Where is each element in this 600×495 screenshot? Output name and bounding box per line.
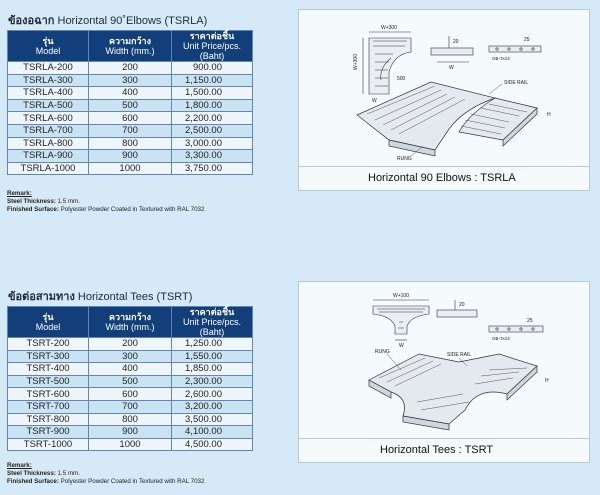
tee-drawing xyxy=(299,282,589,439)
table-row xyxy=(8,426,253,439)
table-row xyxy=(8,74,253,87)
price-cell: 4,500.00 xyxy=(172,438,253,451)
width-cell: 700 xyxy=(89,400,172,413)
model-header: รุ่น Model xyxy=(8,31,89,62)
width-cell: 1000 xyxy=(89,162,172,175)
model-cell: TSRT-400 xyxy=(8,363,89,376)
width-cell: 200 xyxy=(89,338,172,351)
price-cell: 2,300.00 xyxy=(172,375,253,388)
width-cell: 600 xyxy=(89,112,172,125)
price-cell: 3,000.00 xyxy=(172,137,253,150)
model-cell: TSRLA-400 xyxy=(8,87,89,100)
table-row xyxy=(8,112,253,125)
price-header: ราคาต่อชิ้น Unit Price/pcs. (Baht) xyxy=(172,31,253,62)
table-row xyxy=(8,388,253,401)
price-cell: 900.00 xyxy=(172,62,253,75)
table-row xyxy=(8,363,253,376)
dim-25: 25 xyxy=(524,37,530,43)
price-cell: 3,200.00 xyxy=(172,400,253,413)
price-cell: 2,500.00 xyxy=(172,124,253,137)
price-cell: 2,600.00 xyxy=(172,388,253,401)
price-cell: 1,250.00 xyxy=(172,338,253,351)
width-cell: 700 xyxy=(89,124,172,137)
width-cell: 600 xyxy=(89,388,172,401)
table-header-row xyxy=(8,31,253,62)
price-cell: 3,750.00 xyxy=(172,162,253,175)
dim-20: 20 xyxy=(453,39,459,45)
model-header: รุ่น Model xyxy=(8,307,89,338)
width-cell: 300 xyxy=(89,350,172,363)
elbows-title: ข้องอฉาก Horizontal 90˚Elbows (TSRLA) xyxy=(8,15,208,27)
table-row xyxy=(8,137,253,150)
elbow-drawing xyxy=(299,10,589,167)
model-cell: TSRT-200 xyxy=(8,338,89,351)
model-cell: TSRLA-300 xyxy=(8,74,89,87)
elbow-diagram xyxy=(298,9,590,191)
price-cell: 1,150.00 xyxy=(172,74,253,87)
table-row xyxy=(8,124,253,137)
elbows-remark: Remark: Steel Thickness: 1.5 mm. Finished Surface: Polyester Powder Coated in Textured with RAL 7032 xyxy=(7,190,205,214)
table-row xyxy=(8,87,253,100)
model-cell: TSRLA-600 xyxy=(8,112,89,125)
price-cell: 1,550.00 xyxy=(172,350,253,363)
model-cell: TSRT-700 xyxy=(8,400,89,413)
width-cell: 800 xyxy=(89,137,172,150)
elbows-price-table xyxy=(7,30,253,175)
width-cell: 800 xyxy=(89,413,172,426)
table-row xyxy=(8,438,253,451)
width-cell: 300 xyxy=(89,74,172,87)
side-rail-label: SIDE RAIL xyxy=(447,352,472,358)
height-label: H xyxy=(545,378,549,384)
table-row xyxy=(8,338,253,351)
width-cell: 1000 xyxy=(89,438,172,451)
tees-price-table xyxy=(7,306,253,451)
price-header: ราคาต่อชิ้น Unit Price/pcs. (Baht) xyxy=(172,307,253,338)
ob-slot-label: OB-7x14 xyxy=(492,336,510,341)
table-header-row xyxy=(8,307,253,338)
dim-w-top: W+300 xyxy=(381,25,397,31)
elbow-caption: Horizontal 90 Elbows : TSRLA xyxy=(299,166,589,190)
model-cell: TSRT-800 xyxy=(8,413,89,426)
dim-w-side: W+300 xyxy=(353,54,359,70)
price-cell: 1,850.00 xyxy=(172,363,253,376)
width-cell: 400 xyxy=(89,363,172,376)
model-cell: TSRT-500 xyxy=(8,375,89,388)
ob-slot-label: OB-7x14 xyxy=(492,56,510,61)
height-label: H xyxy=(547,112,551,118)
width-cell: 900 xyxy=(89,426,172,439)
model-cell: TSRT-300 xyxy=(8,350,89,363)
dim-w-top: W+100 xyxy=(393,293,409,299)
width-cell: 200 xyxy=(89,62,172,75)
model-cell: TSRLA-500 xyxy=(8,99,89,112)
table-row xyxy=(8,150,253,163)
model-cell: TSRLA-700 xyxy=(8,124,89,137)
dim-w-small: W xyxy=(372,98,377,104)
model-cell: TSRT-600 xyxy=(8,388,89,401)
price-cell: 3,300.00 xyxy=(172,150,253,163)
price-cell: 4,100.00 xyxy=(172,426,253,439)
model-cell: TSRT-900 xyxy=(8,426,89,439)
tees-title: ข้อต่อสามทาง Horizontal Tees (TSRT) xyxy=(8,291,193,303)
model-cell: TSRLA-900 xyxy=(8,150,89,163)
model-cell: TSRT-1000 xyxy=(8,438,89,451)
dim-w-small: W xyxy=(399,343,404,349)
dim-20: 20 xyxy=(459,302,465,308)
price-cell: 2,200.00 xyxy=(172,112,253,125)
rung-label: RUNG xyxy=(397,156,412,162)
table-row xyxy=(8,162,253,175)
model-cell: TSRLA-1000 xyxy=(8,162,89,175)
table-row xyxy=(8,400,253,413)
price-cell: 3,500.00 xyxy=(172,413,253,426)
table-row xyxy=(8,350,253,363)
width-cell: 500 xyxy=(89,375,172,388)
tee-caption: Horizontal Tees : TSRT xyxy=(299,438,589,462)
width-cell: 500 xyxy=(89,99,172,112)
price-cell: 1,500.00 xyxy=(172,87,253,100)
tee-diagram xyxy=(298,281,590,463)
table-row xyxy=(8,99,253,112)
rung-label: RUNG xyxy=(375,349,390,355)
model-cell: TSRLA-200 xyxy=(8,62,89,75)
dim-25: 25 xyxy=(527,318,533,324)
table-row xyxy=(8,413,253,426)
dim-w-profile: W xyxy=(449,65,454,71)
width-cell: 900 xyxy=(89,150,172,163)
width-cell: 400 xyxy=(89,87,172,100)
side-rail-label: SIDE RAIL xyxy=(504,80,529,86)
width-header: ความกว้าง Width (mm.) xyxy=(89,31,172,62)
dim-radius: 500 xyxy=(397,76,406,82)
table-row xyxy=(8,375,253,388)
table-row xyxy=(8,62,253,75)
model-cell: TSRLA-800 xyxy=(8,137,89,150)
price-cell: 1,800.00 xyxy=(172,99,253,112)
tees-remark: Remark: Steel Thickness: 1.5 mm. Finished Surface: Polyester Powder Coated in Textured with RAL 7032 xyxy=(7,462,205,486)
width-header: ความกว้าง Width (mm.) xyxy=(89,307,172,338)
